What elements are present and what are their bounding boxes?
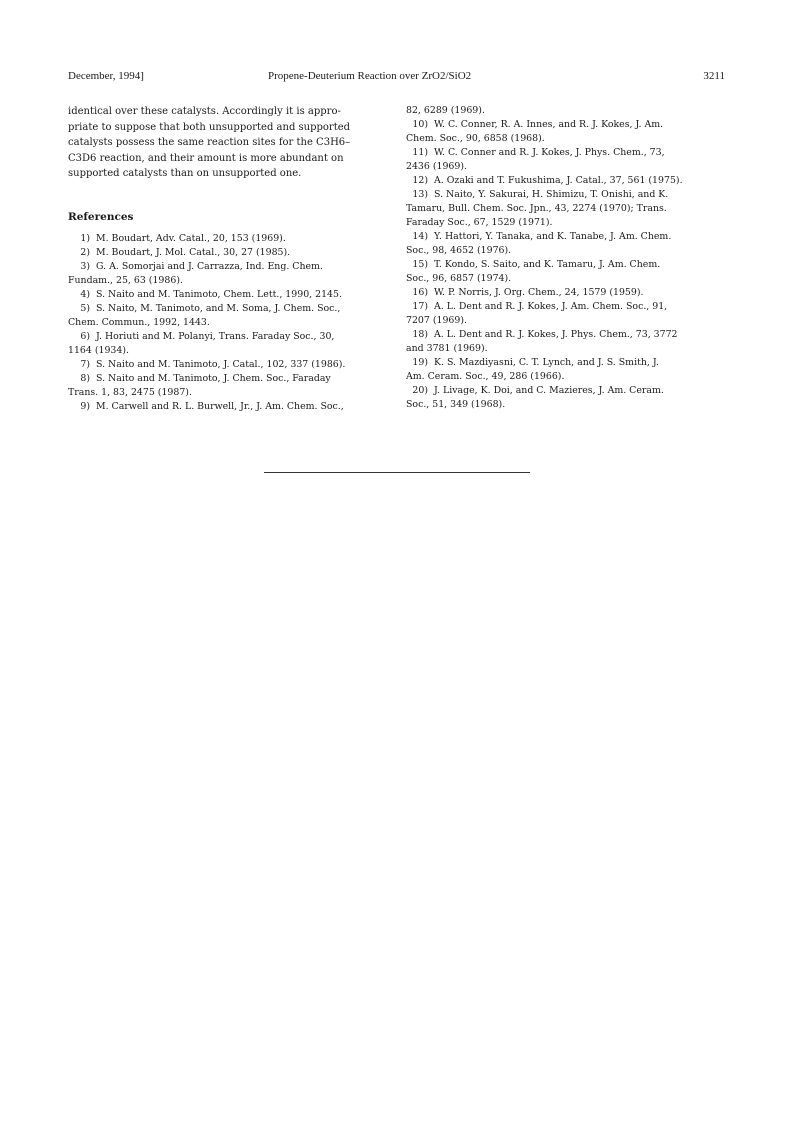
reference-text: 1164 (1934). <box>68 345 129 356</box>
reference-text: Am. Ceram. Soc., 49, 286 (1966). <box>406 371 565 382</box>
reference-line <box>406 216 726 230</box>
reference-line <box>68 246 388 260</box>
reference-text: A. L. Dent and R. J. Kokes, J. Am. Chem. Soc., 91, <box>434 301 668 312</box>
reference-entry <box>68 302 388 330</box>
reference-line <box>68 232 388 246</box>
reference-entry <box>68 372 388 400</box>
reference-line <box>68 372 388 386</box>
reference-number: 15) <box>412 259 428 270</box>
reference-number: 13) <box>412 189 428 200</box>
reference-text: W. C. Conner, R. A. Innes, and R. J. Kokes, J. Am. <box>434 119 664 130</box>
header-title: Propene-Deuterium Reaction over ZrO2/SiO2 <box>268 70 472 82</box>
reference-text: J. Livage, K. Doi, and C. Mazieres, J. Am. Ceram. <box>434 385 664 396</box>
body-paragraph <box>68 104 388 182</box>
reference-number: 18) <box>412 329 428 340</box>
reference-line <box>68 274 388 288</box>
reference-entry <box>406 300 726 328</box>
left-reference-list <box>68 232 388 414</box>
reference-line <box>406 342 726 356</box>
reference-line <box>406 370 726 384</box>
reference-line <box>68 316 388 330</box>
reference-text: A. Ozaki and T. Fukushima, J. Catal., 37, 561 (1975). <box>434 175 683 186</box>
reference-text: K. S. Mazdiyasni, C. T. Lynch, and J. S. Smith, J. <box>434 357 659 368</box>
reference-text: W. P. Norris, J. Org. Chem., 24, 1579 (1959). <box>434 287 644 298</box>
reference-number: 16) <box>412 287 428 298</box>
reference-text: A. L. Dent and R. J. Kokes, J. Phys. Chem., 73, 3772 <box>434 329 678 340</box>
reference-number: 4) <box>80 289 90 300</box>
end-rule <box>264 472 530 473</box>
reference-number: 14) <box>412 231 428 242</box>
reference-number: 6) <box>80 331 90 342</box>
reference-number: 8) <box>80 373 90 384</box>
body-line: catalysts possess the same reaction sites for the C3H6– <box>68 137 351 148</box>
reference-entry <box>406 146 726 174</box>
reference-line <box>68 330 388 344</box>
reference-line <box>68 288 388 302</box>
reference-line <box>406 356 726 370</box>
reference-entry <box>68 330 388 358</box>
reference-line <box>406 328 726 342</box>
reference-line <box>68 358 388 372</box>
left-column <box>68 104 388 414</box>
reference-text: Fundam., 25, 63 (1986). <box>68 275 183 286</box>
running-header <box>68 70 725 86</box>
reference-number: 19) <box>412 357 428 368</box>
reference-entry <box>406 328 726 356</box>
reference-number: 11) <box>412 147 428 158</box>
reference-line <box>406 272 726 286</box>
reference-line <box>406 244 726 258</box>
reference-text: S. Naito and M. Tanimoto, Chem. Lett., 1990, 2145. <box>96 289 342 300</box>
reference-line <box>406 118 726 132</box>
body-line: identical over these catalysts. Accordingly it is appro- <box>68 106 341 117</box>
body-line: C3D6 reaction, and their amount is more abundant on <box>68 152 344 164</box>
header-date: December, 1994] <box>68 70 144 82</box>
reference-entry <box>68 288 388 302</box>
reference-text: M. Boudart, J. Mol. Catal., 30, 27 (1985). <box>96 247 291 258</box>
reference-line <box>406 314 726 328</box>
reference-text: M. Boudart, Adv. Catal., 20, 153 (1969). <box>96 233 286 244</box>
reference-entry <box>406 118 726 146</box>
body-line: supported catalysts than on unsupported one. <box>68 168 302 179</box>
reference-text: 7207 (1969). <box>406 315 467 326</box>
reference-entry <box>406 286 726 300</box>
reference-line <box>68 386 388 400</box>
reference-entry <box>406 384 726 412</box>
reference-number: 1) <box>80 233 90 244</box>
reference-number: 7) <box>80 359 90 370</box>
reference-line <box>406 286 726 300</box>
reference-line <box>406 188 726 202</box>
reference-number: 2) <box>80 247 90 258</box>
reference-line <box>406 132 726 146</box>
reference-text: S. Naito and M. Tanimoto, J. Chem. Soc., Faraday <box>96 373 331 384</box>
reference-entry <box>68 400 388 414</box>
reference-line <box>68 260 388 274</box>
reference-line <box>68 400 388 414</box>
reference-text: Soc., 51, 349 (1968). <box>406 399 506 410</box>
reference-text: T. Kondo, S. Saito, and K. Tamaru, J. Am. Chem. <box>434 259 661 270</box>
reference-text: J. Horiuti and M. Polanyi, Trans. Faraday Soc., 30, <box>96 331 335 342</box>
reference-text: Tamaru, Bull. Chem. Soc. Jpn., 43, 2274 (1970); Trans. <box>406 203 667 214</box>
reference-line <box>406 230 726 244</box>
reference-text: Soc., 98, 4652 (1976). <box>406 245 512 256</box>
reference-entry <box>406 258 726 286</box>
reference-text: Trans. 1, 83, 2475 (1987). <box>68 387 192 398</box>
reference-text: Chem. Soc., 90, 6858 (1968). <box>406 133 545 144</box>
reference-text: S. Naito, M. Tanimoto, and M. Soma, J. Chem. Soc., <box>96 303 341 314</box>
reference-text: Y. Hattori, Y. Tanaka, and K. Tanabe, J. Am. Chem. <box>434 231 672 242</box>
reference-number: 9) <box>80 401 90 412</box>
reference-line <box>406 202 726 216</box>
reference-number: 17) <box>412 301 428 312</box>
reference-text: Chem. Commun., 1992, 1443. <box>68 317 210 328</box>
reference-text: S. Naito and M. Tanimoto, J. Catal., 102, 337 (1986). <box>96 359 346 370</box>
reference-entry <box>406 230 726 258</box>
reference-entry <box>406 174 726 188</box>
reference-number: 10) <box>412 119 428 130</box>
reference-entry <box>406 104 726 118</box>
reference-line <box>406 104 726 118</box>
references-heading: References <box>68 210 134 223</box>
reference-line <box>406 258 726 272</box>
reference-entry <box>68 232 388 246</box>
reference-number: 20) <box>412 385 428 396</box>
page-number: 3211 <box>703 70 725 82</box>
reference-text: 82, 6289 (1969). <box>406 105 485 116</box>
reference-text: 2436 (1969). <box>406 161 467 172</box>
reference-line <box>406 300 726 314</box>
reference-line <box>406 384 726 398</box>
reference-text: and 3781 (1969). <box>406 343 488 354</box>
reference-text: Faraday Soc., 67, 1529 (1971). <box>406 217 553 228</box>
reference-line <box>68 344 388 358</box>
reference-text: W. C. Conner and R. J. Kokes, J. Phys. Chem., 73, <box>434 147 665 158</box>
reference-text: G. A. Somorjai and J. Carrazza, Ind. Eng. Chem. <box>96 261 323 272</box>
reference-entry <box>406 188 726 230</box>
reference-number: 3) <box>80 261 90 272</box>
reference-line <box>68 302 388 316</box>
reference-line <box>406 398 726 412</box>
reference-text: S. Naito, Y. Sakurai, H. Shimizu, T. Onishi, and K. <box>434 189 669 200</box>
reference-line <box>406 174 726 188</box>
reference-number: 12) <box>412 175 428 186</box>
reference-text: M. Carwell and R. L. Burwell, Jr., J. Am. Chem. Soc., <box>96 401 344 412</box>
right-reference-list <box>406 104 726 412</box>
right-column <box>406 104 726 412</box>
reference-entry <box>68 246 388 260</box>
reference-line <box>406 160 726 174</box>
reference-entry <box>406 356 726 384</box>
reference-entry <box>68 260 388 288</box>
reference-text: Soc., 96, 6857 (1974). <box>406 273 512 284</box>
body-line: priate to suppose that both unsupported and supported <box>68 121 351 133</box>
reference-number: 5) <box>80 303 90 314</box>
reference-entry <box>68 358 388 372</box>
reference-line <box>406 146 726 160</box>
